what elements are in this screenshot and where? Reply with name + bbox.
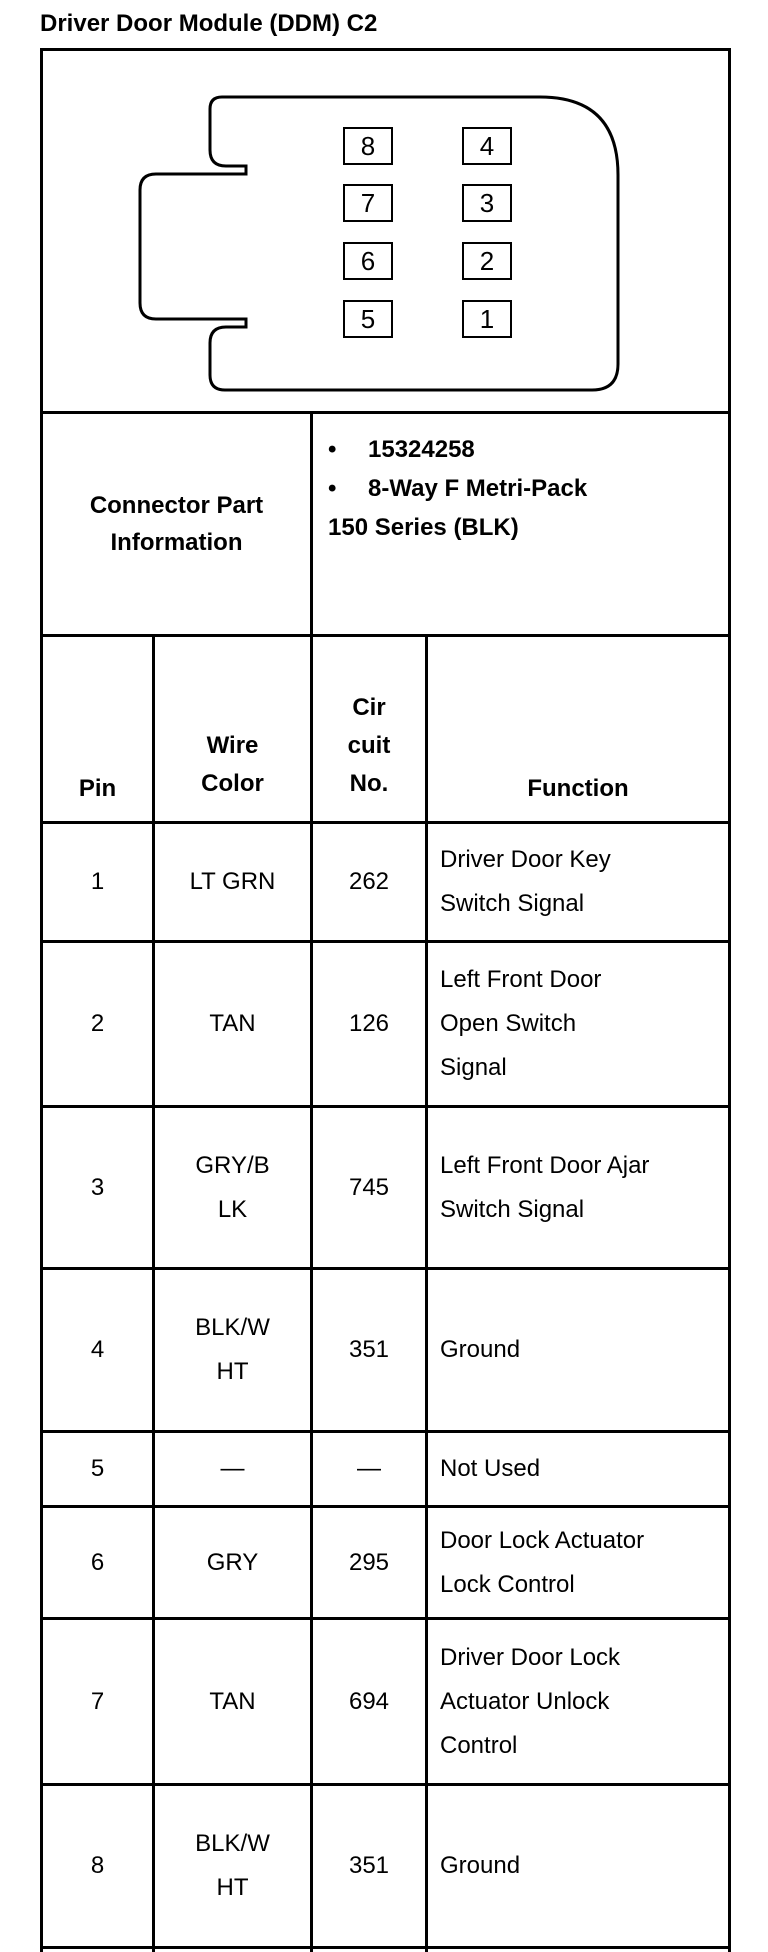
header-circuit-no	[313, 637, 425, 821]
function-cell-text: Ground	[440, 1852, 521, 1879]
pin-number-cell	[43, 824, 152, 940]
function-cell-text: Control	[440, 1731, 518, 1759]
connector-info-label-line2: Information	[110, 529, 243, 556]
wire-color-cell	[155, 943, 310, 1105]
document-title: Driver Door Module (DDM) C2	[40, 10, 378, 37]
function-cell	[428, 1108, 728, 1267]
connector-info-label-line1: Connector Part	[89, 492, 264, 519]
header-circuit-line1: Cir	[352, 694, 386, 721]
function-cell	[428, 824, 728, 940]
wire-color-cell	[155, 1433, 310, 1505]
wire-color-cell-text: GRY	[206, 1548, 259, 1576]
pin-number-cell	[43, 1620, 152, 1783]
pin-number-cell	[43, 943, 152, 1105]
wire-color-cell-text: HT	[216, 1358, 249, 1385]
function-cell	[428, 1508, 728, 1617]
wire-color-cell	[155, 1270, 310, 1430]
pin-number-cell	[43, 1508, 152, 1617]
pin-number-cell	[43, 1433, 152, 1505]
circuit-number-cell-text: 295	[348, 1548, 390, 1576]
wire-color-cell	[155, 1508, 310, 1617]
wire-color-cell-text: GRY/B	[195, 1151, 270, 1179]
pin-number-cell-text: 4	[90, 1336, 105, 1363]
wire-color-cell-text: LT GRN	[189, 868, 276, 895]
wire-color-cell	[155, 1620, 310, 1783]
wire-color-cell	[155, 824, 310, 940]
pin-1-box: 1	[462, 300, 512, 338]
wire-color-cell-text: TAN	[209, 1687, 256, 1715]
wire-color-cell-text: HT	[216, 1874, 249, 1901]
pin-number-cell	[43, 1786, 152, 1946]
header-circuit-line3: No.	[349, 770, 389, 797]
pin-number-cell-text: 2	[90, 1010, 105, 1037]
wire-color-cell-text: —	[220, 1455, 245, 1482]
pin-number-cell-text: 1	[90, 868, 105, 895]
header-function: Function	[527, 775, 629, 802]
header-wire-color	[155, 637, 310, 821]
pin-number-cell-text: 8	[90, 1852, 105, 1879]
circuit-number-cell	[313, 1270, 425, 1430]
pin-number-cell	[43, 1108, 152, 1267]
function-cell	[428, 1620, 728, 1783]
connector-info-label	[43, 414, 310, 634]
wire-color-cell-text: BLK/W	[195, 1830, 270, 1857]
function-cell	[428, 1270, 728, 1430]
header-pin: Pin	[78, 775, 117, 802]
header-wire-color-line1: Wire	[206, 732, 259, 759]
pin-3-box: 3	[462, 184, 512, 222]
connector-type: 8-Way F Metri-Pack	[368, 475, 588, 502]
function-cell-text: Left Front Door Ajar	[440, 1151, 650, 1179]
pin-2-box: 2	[462, 242, 512, 280]
circuit-number-cell-text: 262	[348, 868, 390, 895]
connector-outline-icon	[43, 51, 728, 411]
divider	[40, 1946, 731, 1949]
wire-color-cell	[155, 1786, 310, 1946]
function-cell-text: Door Lock Actuator	[440, 1526, 645, 1554]
bullet-icon: •	[328, 475, 337, 502]
function-cell-text: Actuator Unlock	[440, 1687, 610, 1715]
circuit-number-cell-text: 126	[348, 1010, 390, 1037]
circuit-number-cell	[313, 1620, 425, 1783]
function-cell-text: Switch Signal	[440, 1195, 585, 1223]
circuit-number-cell	[313, 1786, 425, 1946]
pin-number-cell-text: 6	[90, 1548, 105, 1576]
pin-8-box: 8	[343, 127, 393, 165]
function-cell-text: Signal	[440, 1054, 507, 1081]
pin-number-cell-text: 3	[90, 1173, 105, 1201]
wire-color-cell	[155, 1108, 310, 1267]
pin-5-box: 5	[343, 300, 393, 338]
pin-6-box: 6	[343, 242, 393, 280]
circuit-number-cell-text: 694	[348, 1687, 390, 1715]
wire-color-cell-text: TAN	[209, 1010, 256, 1037]
circuit-number-cell-text: 745	[348, 1173, 390, 1201]
pin-7-box: 7	[343, 184, 393, 222]
circuit-number-cell-text: —	[357, 1455, 381, 1482]
function-cell	[428, 1433, 728, 1505]
pin-number-cell	[43, 1270, 152, 1430]
function-cell-text: Lock Control	[440, 1570, 575, 1598]
function-cell-text: Not Used	[440, 1455, 541, 1482]
pin-number-cell-text: 5	[90, 1455, 105, 1482]
circuit-number-cell	[313, 824, 425, 940]
wire-color-cell-text: LK	[217, 1195, 248, 1223]
function-cell-text: Driver Door Key	[440, 846, 611, 873]
pin-4-box: 4	[462, 127, 512, 165]
header-circuit-line2: cuit	[347, 732, 391, 759]
circuit-number-cell	[313, 1508, 425, 1617]
function-cell-text: Driver Door Lock	[440, 1643, 621, 1671]
circuit-number-cell-text: 351	[348, 1852, 390, 1879]
connector-diagram	[43, 51, 728, 411]
function-cell-text: Left Front Door	[440, 966, 602, 993]
pin-number-cell-text: 7	[90, 1687, 105, 1715]
wire-color-cell-text: BLK/W	[195, 1314, 270, 1341]
circuit-number-cell	[313, 943, 425, 1105]
bullet-icon: •	[328, 436, 337, 463]
function-cell	[428, 943, 728, 1105]
connector-series: 150 Series (BLK)	[328, 514, 519, 541]
circuit-number-cell	[313, 1433, 425, 1505]
part-number: 15324258	[368, 436, 475, 463]
function-cell-text: Ground	[440, 1336, 521, 1363]
function-cell-text: Switch Signal	[440, 890, 585, 917]
circuit-number-cell-text: 351	[348, 1336, 390, 1363]
connector-info-value	[328, 430, 587, 547]
function-cell-text: Open Switch	[440, 1010, 577, 1037]
function-cell	[428, 1786, 728, 1946]
header-wire-color-line2: Color	[201, 770, 264, 797]
circuit-number-cell	[313, 1108, 425, 1267]
